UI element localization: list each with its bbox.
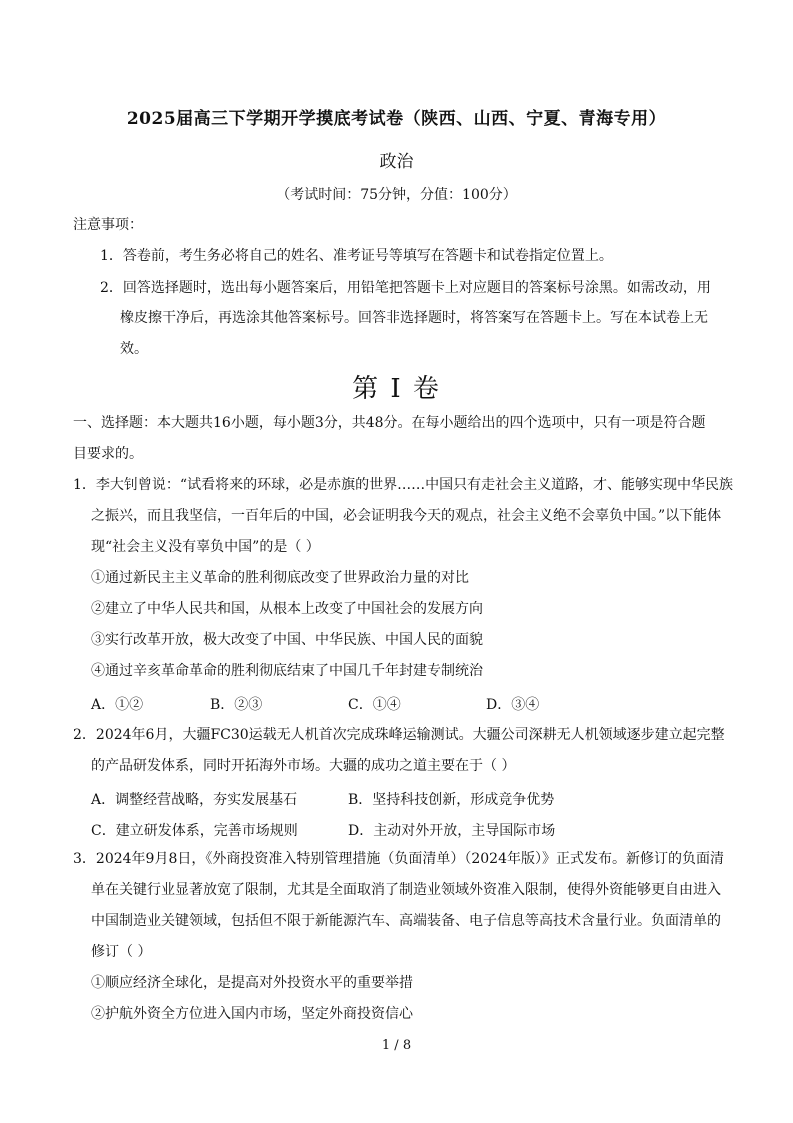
question-1-statement-4: ④通过辛亥革命革命的胜利彻底结束了中国几千年封建专制统治 bbox=[91, 663, 483, 679]
question-2-option-b: B．坚持科技创新，形成竞争优势 bbox=[348, 792, 555, 808]
question-3-statement-1: ①顺应经济全球化，是提高对外投资水平的重要举措 bbox=[91, 975, 413, 991]
question-1-option-b: B．②③ bbox=[210, 697, 263, 713]
question-1-option-c: C．①④ bbox=[348, 697, 401, 713]
question-2-option-d: D．主动对外开放，主导国际市场 bbox=[348, 823, 556, 839]
exam-time-and-score: （考试时间：75分钟，分值：100分） bbox=[276, 187, 517, 203]
question-1-statement-2: ②建立了中华人民共和国，从根本上改变了中国社会的发展方向 bbox=[91, 601, 483, 617]
question-3-line-1: 3．2024年9月8日，《外商投资准入特别管理措施（负面清单）（2024年版）》正式发布。新修订的负面清 bbox=[73, 851, 724, 867]
question-1-line-3: 现“社会主义没有辜负中国”的是（ ） bbox=[91, 539, 320, 555]
question-3-statement-2: ②护航外资全方位进入国内市场，坚定外商投资信心 bbox=[91, 1006, 413, 1022]
question-3-line-3: 中国制造业关键领域，包括但不限于新能源汽车、高端装备、电子信息等高技术含量行业。负面清单的 bbox=[91, 913, 721, 929]
exam-title: 2025届高三下学期开学摸底考试卷（陕西、山西、宁夏、青海专用） bbox=[126, 109, 667, 129]
question-1-line-1: 1．李大钊曾说：“试看将来的环球，必是赤旗的世界……中国只有走社会主义道路，才、能够实现中华民族 bbox=[73, 477, 734, 493]
page-number: 1 / 8 bbox=[381, 1038, 412, 1053]
notice-item-1: 1．答卷前，考生务必将自己的姓名、准考证号等填写在答题卡和试卷指定位置上。 bbox=[100, 248, 613, 264]
notice-item-2-line-3: 效。 bbox=[120, 341, 148, 357]
question-2-line-1: 2．2024年6月，大疆FC30运载无人机首次完成珠峰运输测试。大疆公司深耕无人机领域逐步建立起完整 bbox=[73, 727, 725, 743]
notice-heading: 注意事项： bbox=[73, 217, 143, 233]
question-1-line-2: 之振兴，而且我坚信，一百年后的中国，必会证明我今天的观点，社会主义绝不会辜负中国。”以下能体 bbox=[91, 508, 722, 524]
question-3-line-2: 单在关键行业显著放宽了限制，尤其是全面取消了制造业领域外资准入限制，使得外资能够更自由进入 bbox=[91, 882, 721, 898]
question-1-statement-1: ①通过新民主主义革命的胜利彻底改变了世界政治力量的对比 bbox=[91, 570, 469, 586]
subject-title: 政治 bbox=[379, 152, 414, 172]
notice-item-2-line-1: 2．回答选择题时，选出每小题答案后，用铅笔把答题卡上对应题目的答案标号涂黑。如需改动，用 bbox=[100, 280, 711, 296]
section-instruction-line-2: 目要求的。 bbox=[73, 446, 143, 462]
question-2-option-c: C．建立研发体系，完善市场规则 bbox=[91, 823, 298, 839]
question-1-option-d: D．③④ bbox=[486, 697, 540, 713]
question-2-option-a: A．调整经营战略，夯实发展基石 bbox=[91, 792, 298, 808]
question-2-line-2: 的产品研发体系，同时开拓海外市场。大疆的成功之道主要在于（ ） bbox=[91, 758, 516, 774]
question-1-statement-3: ③实行改革开放，极大改变了中国、中华民族、中国人民的面貌 bbox=[91, 632, 483, 648]
section-instruction-line-1: 一、选择题：本大题共16小题，每小题3分，共48分。在每小题给出的四个选项中，只有一项是符合题 bbox=[73, 415, 706, 431]
section-heading: 第 I 卷 bbox=[352, 374, 441, 404]
notice-item-2-line-2: 橡皮擦干净后，再选涂其他答案标号。回答非选择题时，将答案写在答题卡上。写在本试卷上无 bbox=[120, 310, 708, 326]
question-3-line-4: 修订（ ） bbox=[91, 944, 152, 960]
question-1-option-a: A．①② bbox=[91, 697, 144, 713]
